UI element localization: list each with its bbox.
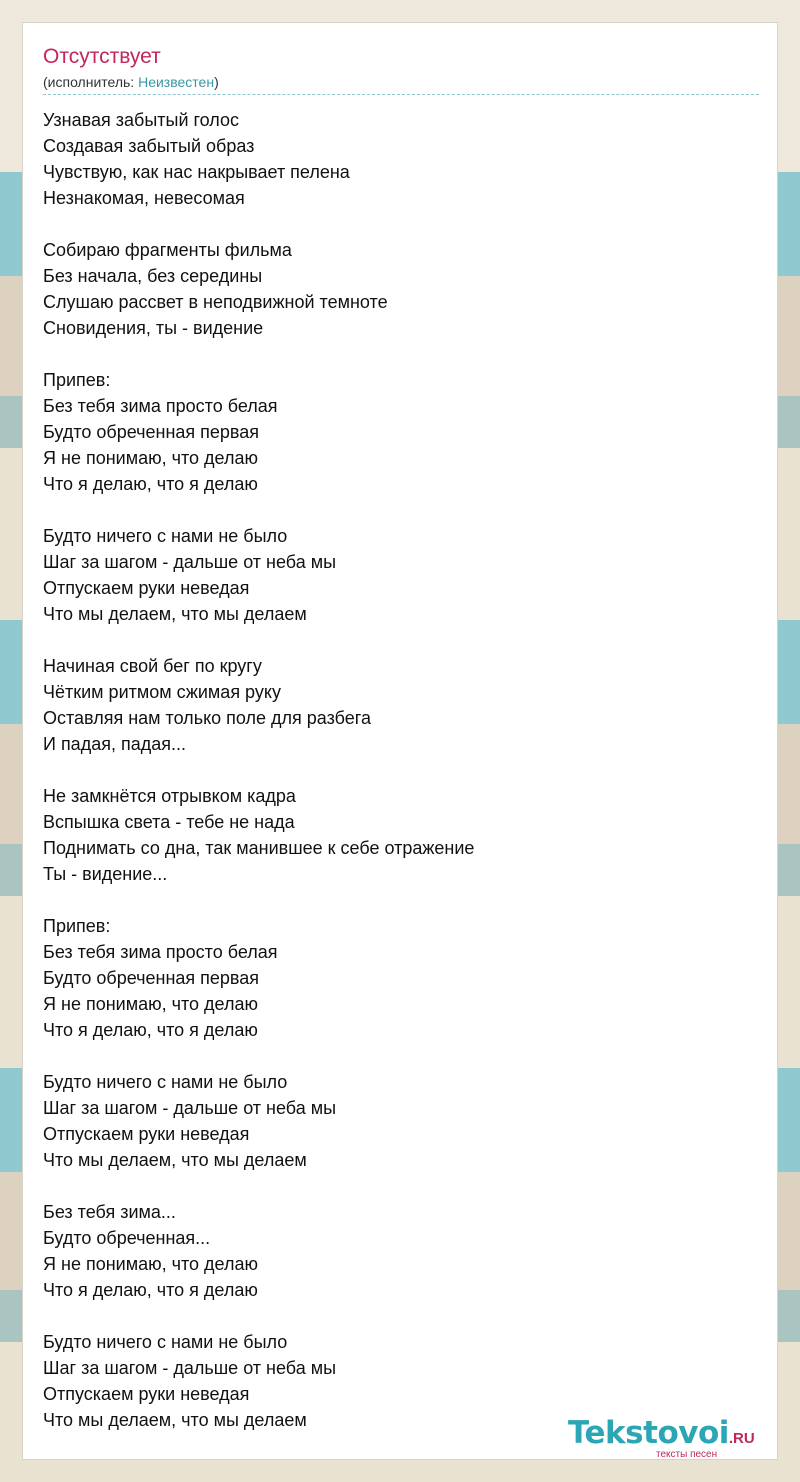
stanza-gap — [43, 1173, 759, 1199]
lyric-line: Припев: — [43, 370, 111, 390]
stanza-gap — [43, 887, 759, 913]
lyric-line: Я не понимаю, что делаю — [43, 994, 258, 1014]
lyric-line: Я не понимаю, что делаю — [43, 448, 258, 468]
lyric-line: Поднимать со дна, так манившее к себе отражение — [43, 838, 475, 858]
lyrics-card — [22, 22, 778, 1460]
stanza-gap — [43, 341, 759, 367]
lyric-line: Что я делаю, что я делаю — [43, 474, 258, 494]
stanza-gap — [43, 211, 759, 237]
lyric-line: Ты - видение... — [43, 864, 168, 884]
song-title: Отсутствует — [43, 45, 161, 68]
logo-name: Tekstovoi — [568, 1415, 729, 1451]
lyric-line: Шаг за шагом - дальше от неба мы — [43, 1098, 337, 1118]
lyric-line: Собираю фрагменты фильма — [43, 240, 292, 260]
lyric-line: И падая, падая... — [43, 734, 186, 754]
lyric-line: Будто ничего с нами не было — [43, 1072, 288, 1092]
lyric-line: Отпускаем руки неведая — [43, 1384, 250, 1404]
artist-prefix: (исполнитель: — [43, 74, 139, 90]
lyric-line: Без тебя зима просто белая — [43, 396, 278, 416]
lyric-line: Начиная свой бег по кругу — [43, 656, 262, 676]
lyric-line: Шаг за шагом - дальше от неба мы — [43, 1358, 337, 1378]
stanza-gap — [43, 497, 759, 523]
site-logo[interactable] — [568, 1415, 773, 1460]
lyric-line: Будто обреченная первая — [43, 968, 260, 988]
lyric-line: Я не понимаю, что делаю — [43, 1254, 258, 1274]
logo-tagline: тексты песен — [656, 1449, 718, 1460]
lyric-line: Шаг за шагом - дальше от неба мы — [43, 552, 337, 572]
lyric-line: Будто ничего с нами не было — [43, 526, 288, 546]
artist-line — [43, 74, 219, 90]
stanza-gap — [43, 1303, 759, 1329]
lyric-line: Без тебя зима просто белая — [43, 942, 278, 962]
lyric-line: Что я делаю, что я делаю — [43, 1020, 258, 1040]
lyric-line: Без тебя зима... — [43, 1202, 176, 1222]
lyric-line: Что мы делаем, что мы делаем — [43, 1410, 307, 1430]
lyric-line: Что я делаю, что я делаю — [43, 1280, 258, 1300]
lyric-line: Создавая забытый образ — [43, 136, 255, 156]
lyric-line: Узнавая забытый голос — [43, 110, 239, 130]
lyric-line: Отпускаем руки неведая — [43, 578, 250, 598]
artist-suffix: ) — [214, 74, 219, 90]
artist-link[interactable]: Неизвестен — [138, 74, 215, 90]
logo-tld: .RU — [728, 1430, 755, 1447]
lyric-line: Слушаю рассвет в неподвижной темноте — [43, 292, 388, 312]
lyric-line: Без начала, без середины — [43, 266, 263, 286]
lyric-line: Чувствую, как нас накрывает пелена — [43, 162, 350, 182]
lyric-line: Будто обреченная первая — [43, 422, 260, 442]
stanza-gap — [43, 757, 759, 783]
lyric-line: Что мы делаем, что мы делаем — [43, 1150, 307, 1170]
lyric-line: Незнакомая, невесомая — [43, 188, 245, 208]
lyric-line: Вспышка света - тебе не нада — [43, 812, 295, 832]
lyric-line: Оставляя нам только поле для разбега — [43, 708, 371, 728]
lyric-line: Не замкнётся отрывком кадра — [43, 786, 296, 806]
lyric-line: Отпускаем руки неведая — [43, 1124, 250, 1144]
lyric-line: Будто обреченная... — [43, 1228, 211, 1248]
lyrics-text — [43, 107, 759, 1433]
lyric-line: Чётким ритмом сжимая руку — [43, 682, 281, 702]
lyric-line: Сновидения, ты - видение — [43, 318, 264, 338]
lyric-line: Что мы делаем, что мы делаем — [43, 604, 307, 624]
stanza-gap — [43, 1043, 759, 1069]
stanza-gap — [43, 627, 759, 653]
lyric-line: Будто ничего с нами не было — [43, 1332, 288, 1352]
title-divider — [43, 94, 759, 95]
lyric-line: Припев: — [43, 916, 111, 936]
